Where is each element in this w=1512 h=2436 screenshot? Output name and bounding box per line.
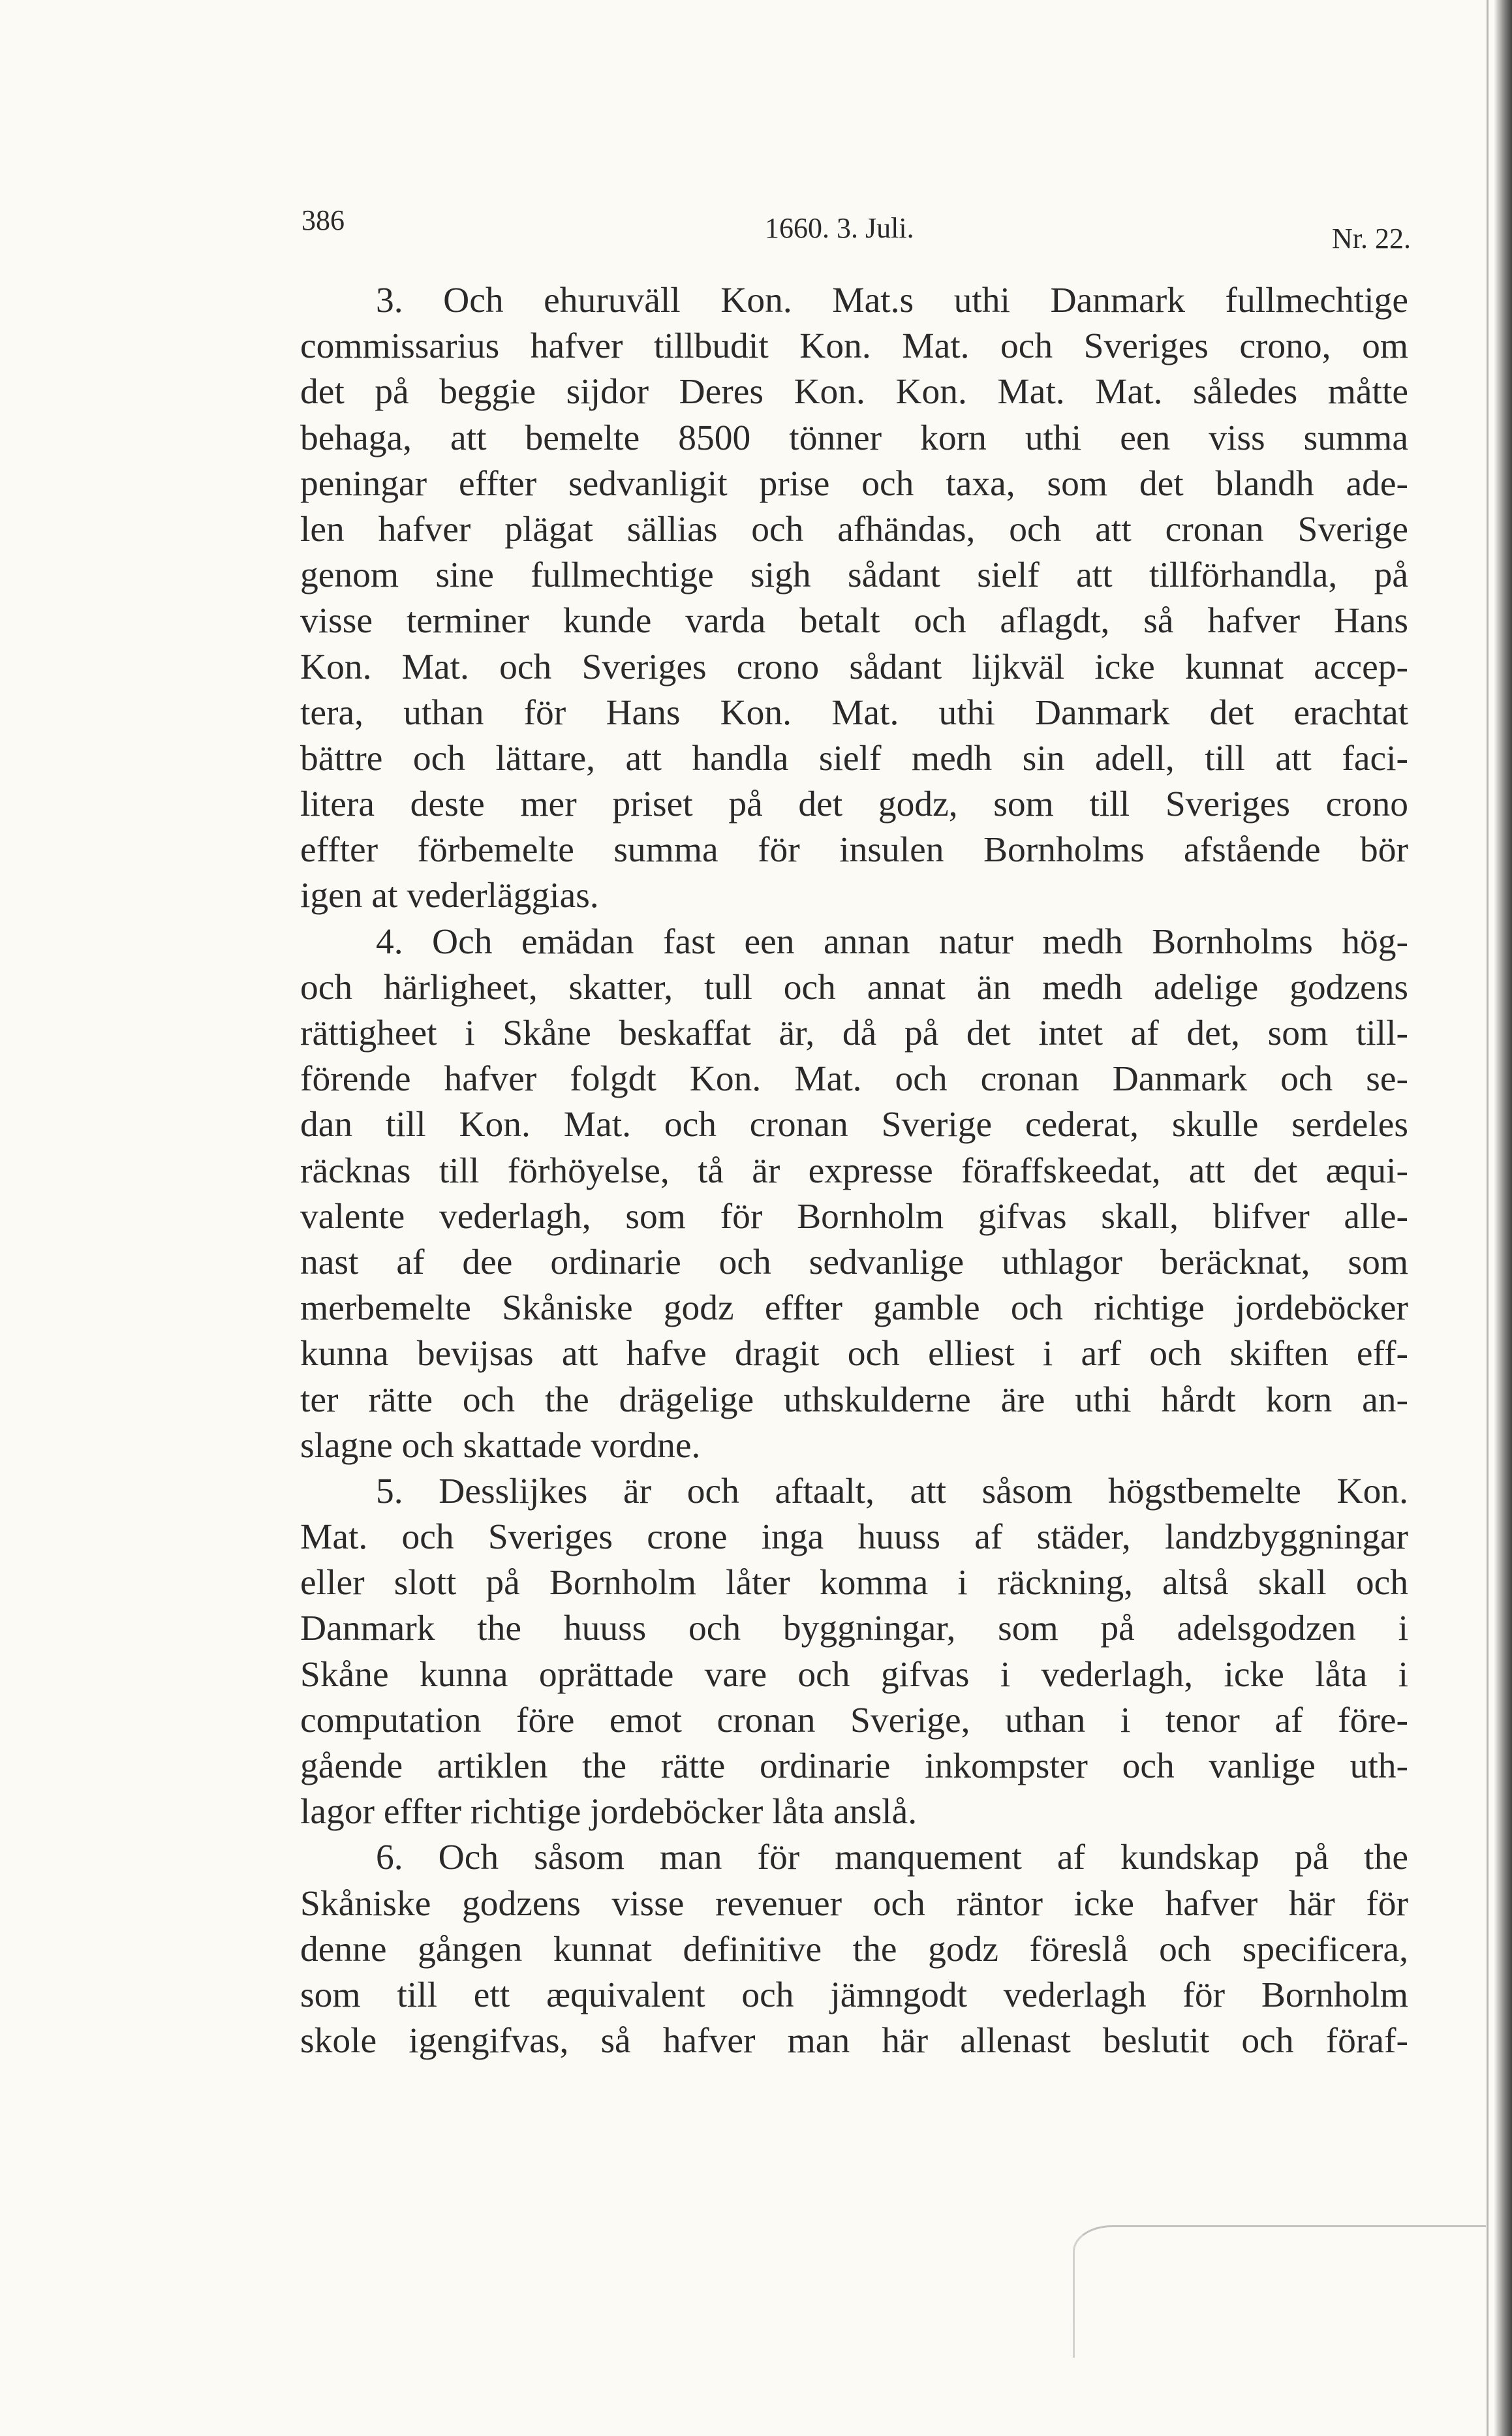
text-line: denne gången kunnat definitive the godz föreslå och specificera, — [300, 1929, 1408, 1969]
text-line: behaga, att bemelte 8500 tönner korn uthi een viss summa — [300, 418, 1408, 458]
page-header — [301, 196, 1411, 254]
text-line: Skåniske godzens visse revenuer och räntor icke hafver här för — [300, 1883, 1408, 1924]
text-line: det på beggie sijdor Deres Kon. Kon. Mat. Mat. således måtte — [300, 372, 1408, 412]
text-line: Kon. Mat. och Sveriges crono sådant lijkväl icke kunnat accep- — [300, 647, 1408, 687]
text-line: valente vederlagh, som för Bornholm gifvas skall, blifver alle- — [300, 1196, 1408, 1237]
text-line: räcknas till förhöyelse, tå är expresse föraffskeedat, att det æqui- — [300, 1150, 1408, 1191]
text-line: commissarius hafver tillbudit Kon. Mat. och Sveriges crono, om — [300, 326, 1408, 367]
text-line: peningar effter sedvanligit prise och taxa, som det blandh ade- — [300, 463, 1408, 504]
text-line: som till ett æquivalent och jämngodt vederlagh för Bornholm — [300, 1975, 1408, 2015]
text-line: gående artiklen the rätte ordinarie inkompster och vanlige uth- — [300, 1746, 1408, 1786]
text-line: förende hafver folgdt Kon. Mat. och cronan Danmark och se- — [300, 1059, 1408, 1100]
text-line: 6. Och såsom man för manquement af kundskap på the — [376, 1838, 1408, 1878]
text-line: igen at vederläggias. — [300, 876, 599, 916]
text-line: 4. Och emädan fast een annan natur medh Bornholms hög- — [376, 921, 1408, 962]
text-line: tera, uthan för Hans Kon. Mat. uthi Danmark det erachtat — [300, 692, 1408, 733]
text-line: litera deste mer priset på det godz, som till Sveriges crono — [300, 784, 1408, 825]
text-line: computation före emot cronan Sverige, uthan i tenor af före- — [300, 1700, 1408, 1740]
scan-edge-shadow — [1494, 0, 1512, 2436]
text-line: kunna bevijsas att hafve dragit och elliest i arf och skiften eff- — [300, 1334, 1408, 1374]
text-line: genom sine fullmechtige sigh sådant sielf att tillförhandla, på — [300, 555, 1408, 596]
document-number: Nr. 22. — [1332, 223, 1411, 254]
scan-edge-line — [1487, 0, 1489, 2436]
body-text — [300, 278, 1408, 2064]
scan-corner-mark — [1073, 2225, 1486, 2358]
text-line: dan till Kon. Mat. och cronan Sverige cederat, skulle serdeles — [300, 1105, 1408, 1145]
header-date: 1660. 3. Juli. — [765, 212, 914, 244]
text-line: och härligheet, skatter, tull och annat än medh adelige godzens — [300, 967, 1408, 1008]
page-number: 386 — [301, 204, 345, 236]
text-line: lagor effter richtige jordeböcker låta anslå. — [300, 1792, 918, 1832]
text-line: nast af dee ordinarie och sedvanlige uthlagor beräcknat, som — [300, 1242, 1408, 1282]
text-line: effter förbemelte summa för insulen Bornholms afstående bör — [300, 830, 1408, 871]
text-line: eller slott på Bornholm låter komma i räckning, altså skall och — [300, 1563, 1408, 1603]
text-line: merbemelte Skåniske godz effter gamble och richtige jordeböcker — [300, 1288, 1408, 1329]
text-line: rättigheet i Skåne beskaffat är, då på det intet af det, som till- — [300, 1013, 1408, 1053]
text-line: Mat. och Sveriges crone inga huuss af städer, landzbyggningar — [300, 1517, 1408, 1558]
text-line: ter rätte och the drägelige uthskulderne äre uthi hårdt korn an- — [300, 1380, 1408, 1420]
text-line: 3. Och ehuruväll Kon. Mat.s uthi Danmark fullmechtige — [376, 281, 1408, 320]
text-line: skole igengifvas, så hafver man här allenast beslutit och föraf- — [300, 2021, 1408, 2061]
text-line: Danmark the huuss och byggningar, som på adelsgodzen i — [300, 1609, 1408, 1649]
text-line: bättre och lättare, att handla sielf medh sin adell, till att faci- — [300, 738, 1408, 779]
text-line: len hafver plägat sällias och afhändas, och att cronan Sverige — [300, 509, 1408, 549]
text-line: 5. Desslijkes är och aftaalt, att såsom högstbemelte Kon. — [376, 1471, 1408, 1511]
text-line: Skåne kunna oprättade vare och gifvas i vederlagh, icke låta i — [300, 1654, 1408, 1695]
text-line: visse terminer kunde varda betalt och aflagdt, så hafver Hans — [300, 601, 1408, 641]
text-line: slagne och skattade vordne. — [300, 1425, 701, 1466]
